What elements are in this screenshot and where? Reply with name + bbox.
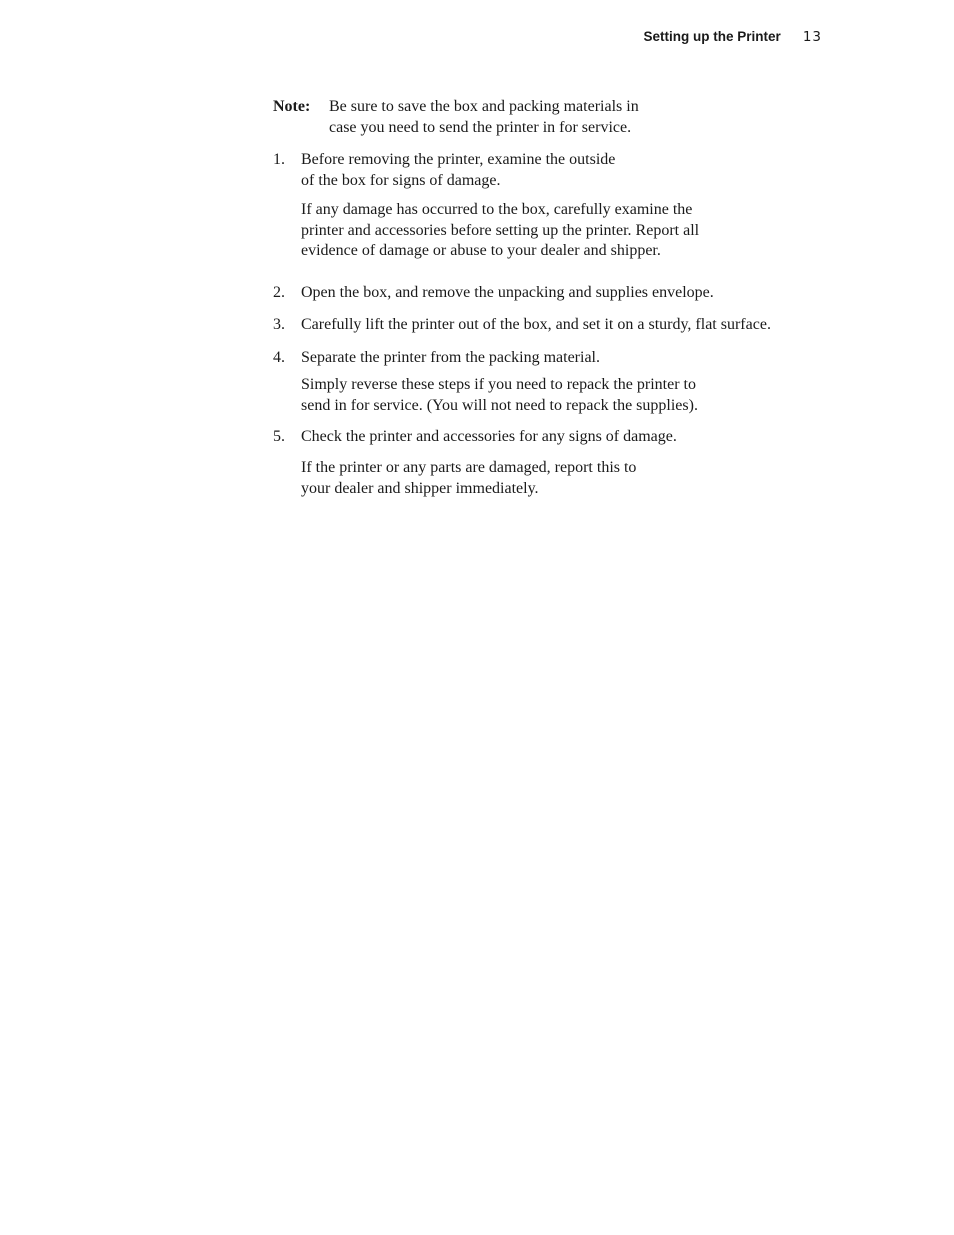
step-number: 2. bbox=[273, 284, 285, 301]
detail-line: If any damage has occurred to the box, carefully examine the bbox=[301, 201, 693, 218]
step-line: Check the printer and accessories for any signs of damage. bbox=[301, 428, 677, 445]
detail-line: send in for service. (You will not need to repack the supplies). bbox=[301, 396, 698, 414]
step-text bbox=[301, 348, 600, 369]
step-number: 4. bbox=[273, 349, 285, 366]
detail-line: evidence of damage or abuse to your dealer and shipper. bbox=[301, 242, 661, 259]
step-line: Carefully lift the printer out of the box, and set it on a sturdy, flat surface. bbox=[301, 316, 771, 333]
step-line: of the box for signs of damage. bbox=[301, 171, 501, 189]
note-label: Note: bbox=[273, 98, 311, 115]
step-5-detail bbox=[301, 458, 636, 499]
page-number: 13 bbox=[802, 29, 822, 45]
running-header bbox=[560, 28, 822, 46]
detail-line: printer and accessories before setting up the printer. Report all bbox=[301, 221, 700, 239]
step-text bbox=[301, 427, 677, 448]
section-title: Setting up the Printer bbox=[643, 29, 781, 44]
step-text bbox=[301, 150, 615, 191]
note-text bbox=[329, 97, 639, 138]
note-line: case you need to send the printer in for service. bbox=[329, 118, 632, 136]
step-number: 5. bbox=[273, 428, 285, 445]
step-1-detail bbox=[301, 200, 699, 262]
step-number: 3. bbox=[273, 316, 285, 333]
step-4-detail bbox=[301, 375, 698, 416]
step-line: Open the box, and remove the unpacking and supplies envelope. bbox=[301, 284, 714, 301]
step-text bbox=[301, 315, 771, 336]
step-line: Before removing the printer, examine the outside bbox=[301, 151, 616, 168]
detail-line: Simply reverse these steps if you need to repack the printer to bbox=[301, 376, 696, 393]
note-line: Be sure to save the box and packing materials in bbox=[329, 98, 639, 115]
detail-line: If the printer or any parts are damaged, report this to bbox=[301, 459, 637, 476]
step-line: Separate the printer from the packing material. bbox=[301, 349, 600, 366]
step-number: 1. bbox=[273, 151, 285, 168]
step-text bbox=[301, 283, 714, 304]
detail-line: your dealer and shipper immediately. bbox=[301, 479, 539, 497]
